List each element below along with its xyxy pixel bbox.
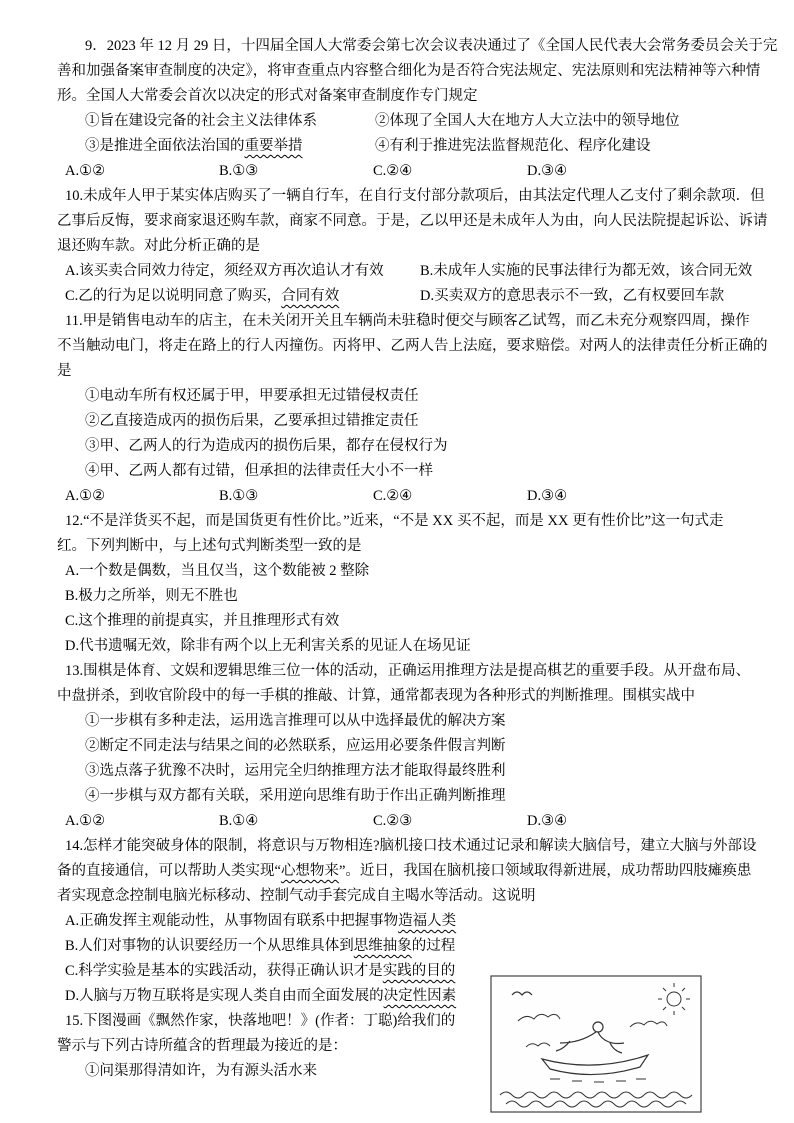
option-item: B.未成年人实施的民事法律行为都无效，该合同无效 bbox=[420, 263, 753, 279]
question-stem-line: 者实现意念控制电脑光标移动、控制气动手套完成自主喝水等活动。这说明 bbox=[57, 888, 536, 904]
cartoon-frame bbox=[491, 976, 701, 1112]
option-item: A.该买卖合同效力待定，须经双方再次追认才有效 bbox=[65, 263, 384, 279]
text-segment: C.科学实验是基本的实践活动，获得正确认识才是 bbox=[65, 963, 383, 979]
answer-choice: D.③④ bbox=[527, 163, 568, 179]
answer-choice: A.①② bbox=[65, 813, 106, 829]
text-segment: 备的直接通信，可以帮助人类实现“ bbox=[57, 863, 281, 879]
numbered-statement: ①问渠那得清如许，为有源头活水来 bbox=[85, 1063, 317, 1079]
question-stem bbox=[57, 309, 768, 384]
text-line: ③甲、乙两人的行为造成丙的损伤后果，都存在侵权行为 bbox=[85, 438, 448, 454]
answer-choice: C.②④ bbox=[373, 163, 413, 179]
question-stem-line: 警示与下列古诗所蕴含的哲理最为接近的是： bbox=[57, 1038, 347, 1054]
text-line: ④甲、乙两人都有过错，但承担的法律责任大小不一样 bbox=[85, 463, 433, 479]
text-line: A.一个数是偶数，当且仅当，这个数能被 2 整除 bbox=[65, 563, 370, 579]
emphasized-text: 思维抽象 bbox=[353, 938, 412, 954]
text-line: ①一步棋有多种走法，运用选言推理可以从中选择最优的解决方案 bbox=[85, 713, 506, 729]
answer-choices-row bbox=[57, 809, 741, 834]
text-line: 11.甲是销售电动车的店主，在未关闭开关且车辆尚未驻稳时便交与顾客乙试驾，而乙未充分观察四周，操作 bbox=[65, 313, 750, 329]
answer-choice: D.③④ bbox=[527, 488, 568, 504]
emphasized-text: 合同有效 bbox=[281, 288, 340, 304]
text-line: 退还购车款。对此分析正确的是 bbox=[57, 238, 260, 254]
option-item: D.买卖双方的意思表示不一致，乙有权要回车款 bbox=[420, 288, 725, 304]
question-stem bbox=[57, 184, 768, 259]
answer-choice: B.①③ bbox=[219, 488, 259, 504]
option-pair-row bbox=[57, 259, 753, 284]
text-line: 中盘拼杀，到收官阶段中的每一手棋的推敲、计算，通常都表现为各种形式的判断推理。围棋实战中 bbox=[57, 688, 695, 704]
text-segment: C.乙的行为足以说明同意了购买， bbox=[65, 288, 282, 304]
question-stem-line bbox=[57, 859, 752, 884]
question-stem bbox=[57, 509, 741, 559]
question-stem bbox=[57, 34, 778, 109]
option-item: ④有利于推进宪法监督规范化、程序化建设 bbox=[375, 138, 651, 154]
text-segment: A.正确发挥主观能动性，从事物固有联系中把握事物 bbox=[65, 913, 399, 929]
text-segment: B.人们对事物的认识要经历一个从思维具体到 bbox=[65, 938, 354, 954]
exam-content bbox=[57, 34, 778, 1084]
answer-choices-row bbox=[57, 159, 741, 184]
answer-options-list bbox=[57, 559, 741, 659]
option-item bbox=[65, 284, 420, 309]
text-line: 乙事后反悔，要求商家退还购车款，商家不同意。于是，乙以甲还是未成年人为由，向人民法院提起诉讼、诉请 bbox=[57, 213, 768, 229]
text-line: 形。全国人大常委会首次以决定的形式对备案审查制度作专门规定 bbox=[57, 88, 478, 104]
text-segment: ”。近日，我国在脑机接口领域取得新进展，成功帮助四肢瘫痪患 bbox=[338, 863, 752, 879]
cartoon-illustration bbox=[490, 975, 702, 1113]
text-line: ④一步棋与双方都有关联，采用逆向思维有助于作出正确判断推理 bbox=[85, 788, 506, 804]
emphasized-text: 重要举措 bbox=[244, 138, 303, 154]
text-line: C.这个推理的前提真实，并且推理形式有效 bbox=[65, 613, 340, 629]
text-line: 13.围棋是体育、文娱和逻辑思维三位一体的活动，正确运用推理方法是提高棋艺的重要手段。从开盘布局、 bbox=[65, 663, 751, 679]
question-stem-line: 15.下图漫画《飘然作家，快落地吧！》(作者：丁聪)给我们的 bbox=[65, 1013, 456, 1029]
text-line: ②乙直接造成丙的损伤后果，乙要承担过错推定责任 bbox=[85, 413, 419, 429]
emphasized-text: 造福人类 bbox=[398, 913, 457, 929]
question-stem bbox=[57, 659, 751, 709]
option-pair-row bbox=[57, 134, 741, 159]
question-11 bbox=[57, 309, 768, 509]
text-line: B.极力之所举，则无不胜也 bbox=[65, 588, 238, 604]
text-line: 12.“不是洋货买不起，而是国货更有性价比。”近来，“不是 XX 买不起，而是 XX 更有性价比”这一句式走 bbox=[65, 513, 724, 529]
question-12 bbox=[57, 509, 741, 659]
answer-choice: A.①② bbox=[65, 488, 106, 504]
text-line: D.代书遗嘱无效，除非有两个以上无利害关系的见证人在场见证 bbox=[65, 638, 471, 654]
text-line: ③选点落子犹豫不决时，运用完全归纳推理方法才能取得最终胜利 bbox=[85, 763, 506, 779]
text-line: 不当触动电门，将走在路上的行人丙撞伤。丙将甲、乙两人告上法庭，要求赔偿。对两人的法律责任分析正确的 bbox=[57, 338, 768, 354]
text-line: 10.未成年人甲于某实体店购买了一辆自行车，在自行支付部分款项后，由其法定代理人乙支付了剩余款项．但 bbox=[65, 188, 765, 204]
option-item bbox=[57, 909, 741, 934]
text-segment: ③是推进全面依法治国的 bbox=[85, 138, 245, 154]
option-item bbox=[85, 134, 375, 159]
answer-choice: A.①② bbox=[65, 163, 106, 179]
answer-choice: D.③④ bbox=[527, 813, 568, 829]
text-line: 红。下列判断中，与上述句式判断类型一致的是 bbox=[57, 538, 362, 554]
option-item: ①旨在建设完备的社会主义法律体系 bbox=[85, 113, 317, 129]
text-segment: D.人脑与万物互联将是实现人类自由而全面发展的 bbox=[65, 988, 384, 1004]
text-line: ②断定不同走法与结果之间的必然联系，应运用必要条件假言判断 bbox=[85, 738, 506, 754]
option-item: ②体现了全国人大在地方人大立法中的领导地位 bbox=[375, 113, 680, 129]
option-pair-row bbox=[57, 109, 741, 134]
answer-choice: B.①③ bbox=[219, 163, 259, 179]
option-pair-row bbox=[57, 284, 741, 309]
text-segment: 的过程 bbox=[411, 938, 456, 954]
text-line: 是 bbox=[57, 363, 72, 379]
question-stem-line: 14.怎样才能突破身体的限制，将意识与万物相连?脑机接口技术通过记录和解读大脑信号，建立大脑与外部设 bbox=[65, 838, 757, 854]
answer-choice: B.①④ bbox=[219, 813, 259, 829]
emphasized-text: 实践的目的 bbox=[382, 963, 456, 979]
answer-choices-row bbox=[57, 484, 741, 509]
emphasized-text: 决定性因素 bbox=[383, 988, 457, 1004]
answer-choice: C.②④ bbox=[373, 488, 413, 504]
text-line: ①电动车所有权还属于甲，甲要承担无过错侵权责任 bbox=[85, 388, 419, 404]
question-13 bbox=[57, 659, 751, 834]
text-line: 善和加强备案审查制度的决定》，将审查重点内容整合细化为是否符合宪法规定、宪法原则和宪法精神等六种情 bbox=[57, 63, 761, 79]
answer-choice: C.②③ bbox=[373, 813, 413, 829]
question-10 bbox=[57, 184, 768, 309]
question-9 bbox=[57, 34, 778, 184]
emphasized-text: 心想物来 bbox=[280, 863, 339, 879]
text-line: 9．2023 年 12 月 29 日，十四届全国人大常委会第七次会议表决通过了《全国人民代表大会常务委员会关于完 bbox=[85, 38, 778, 54]
numbered-statements bbox=[57, 709, 741, 809]
numbered-statements bbox=[57, 384, 741, 484]
option-item bbox=[57, 934, 741, 959]
